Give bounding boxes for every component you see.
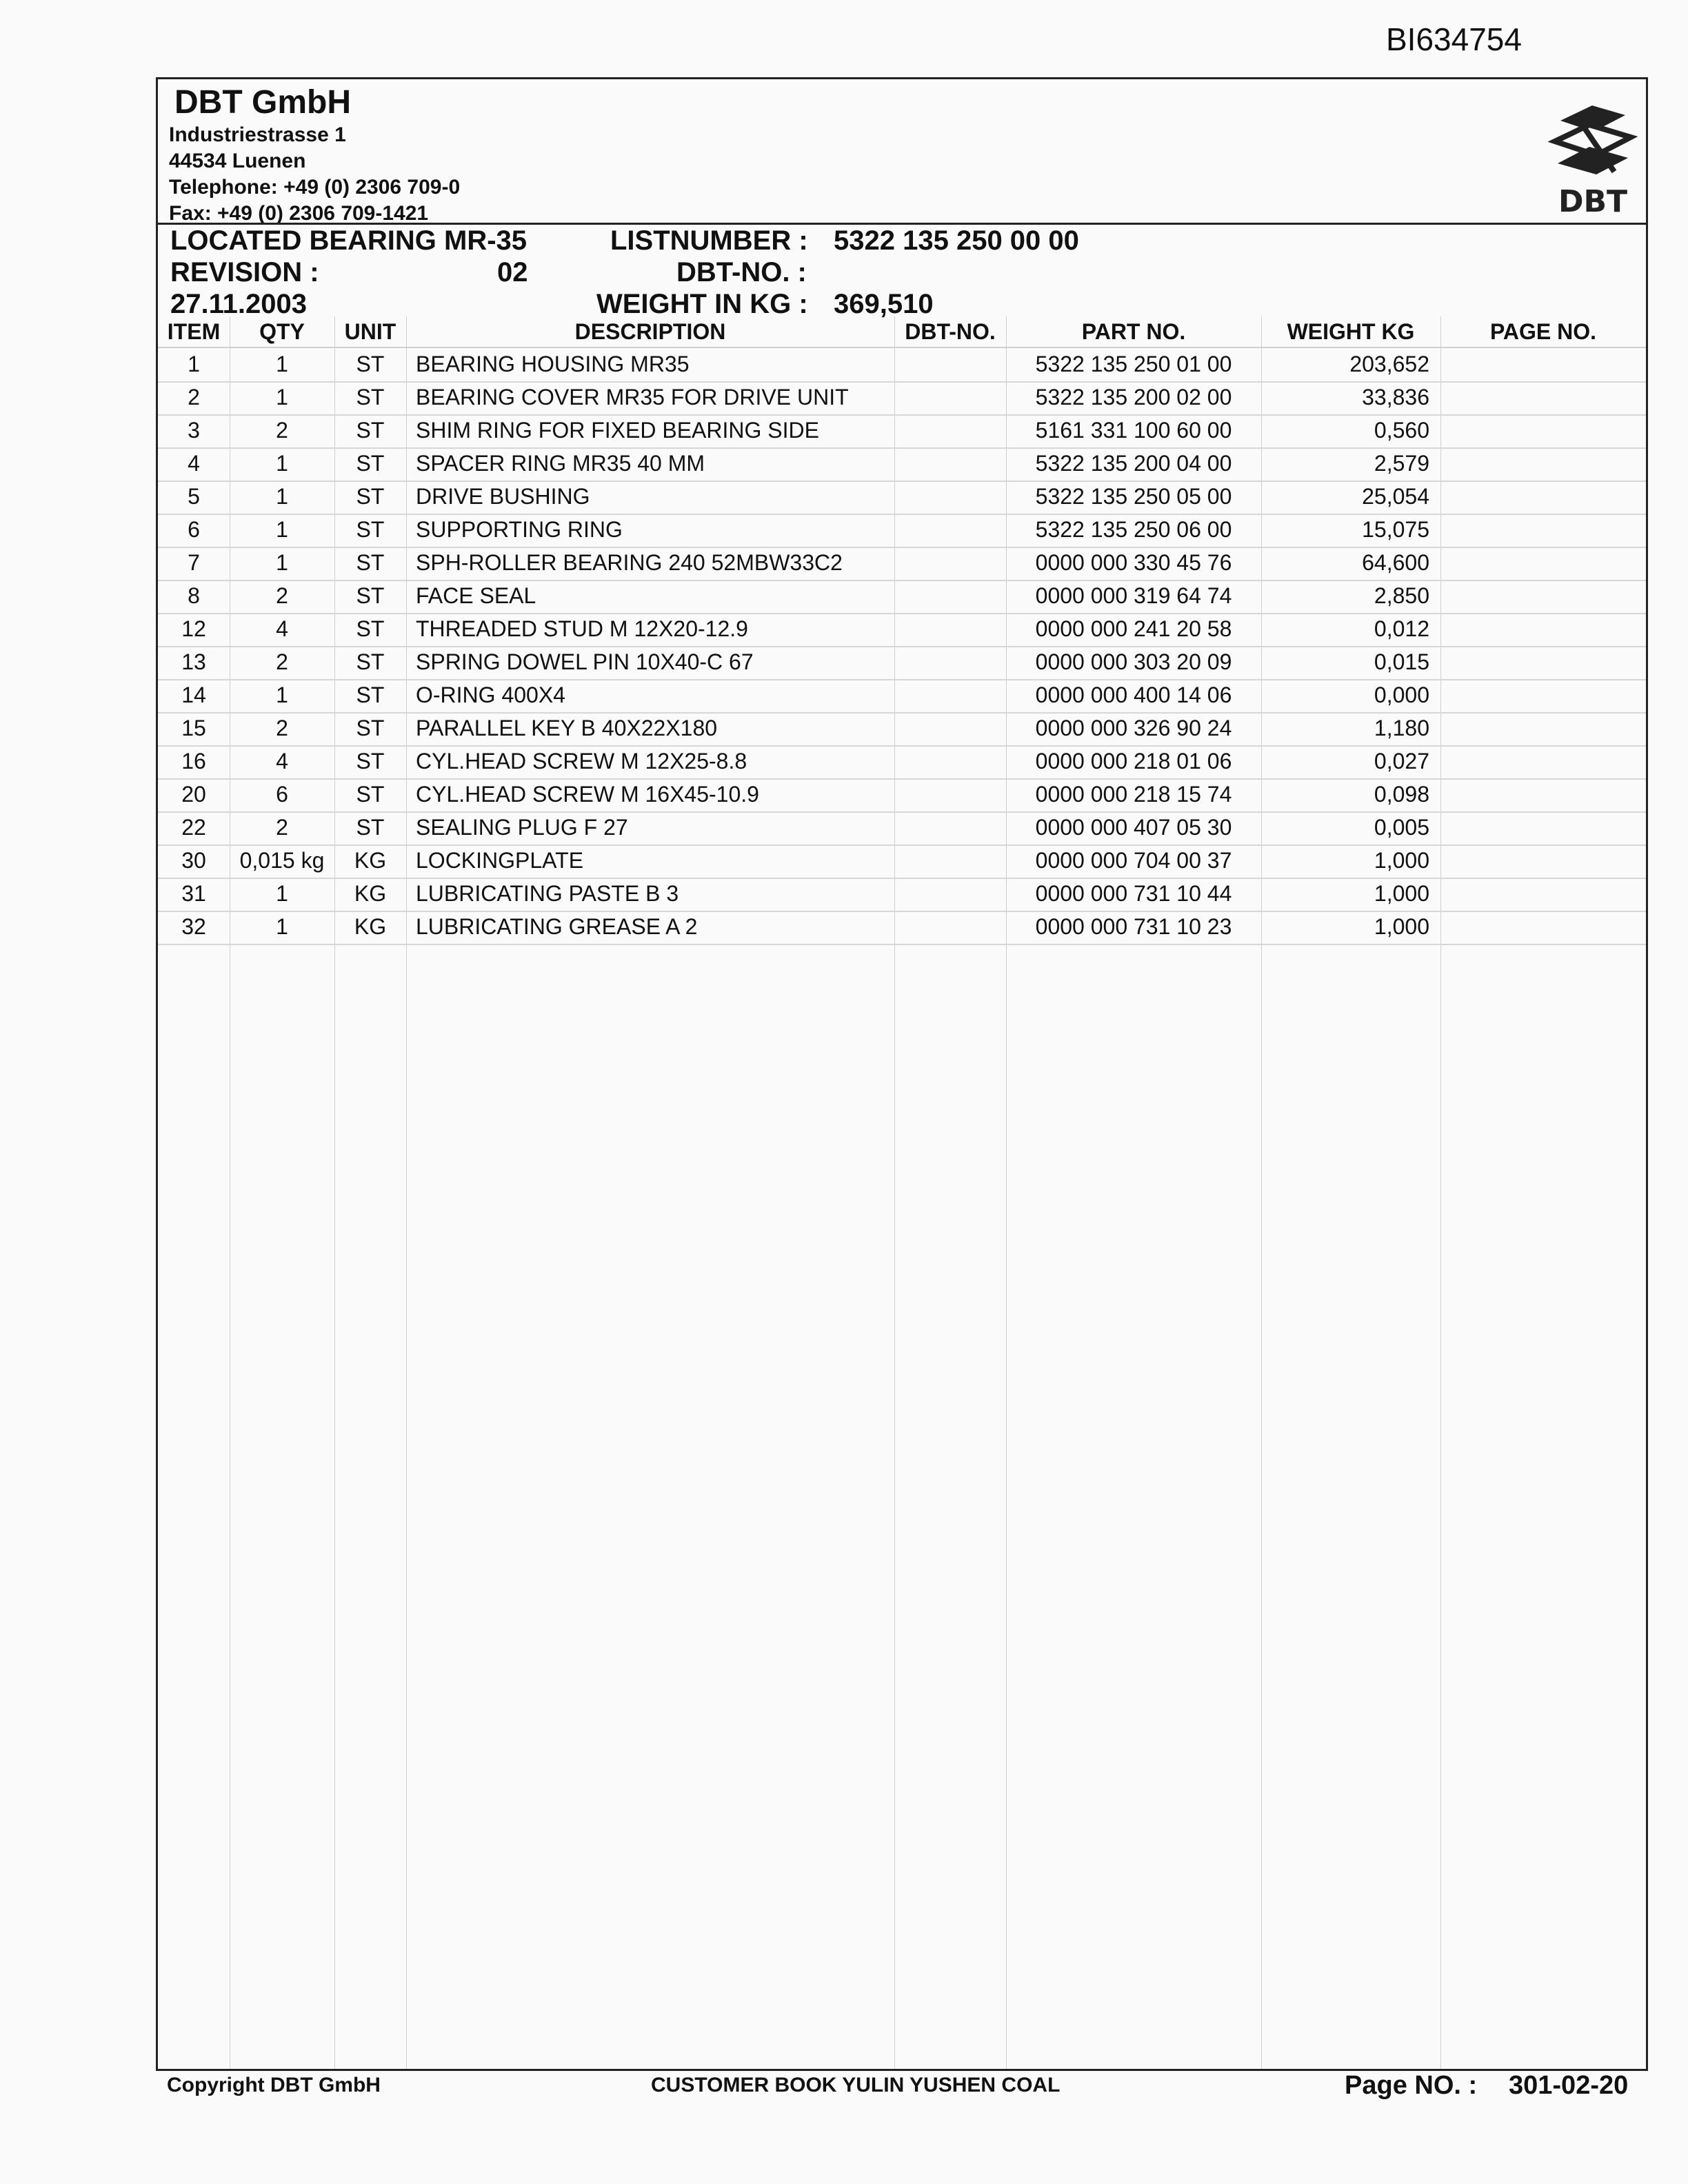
description-cell: SPACER RING MR35 40 MM [416,451,705,476]
qty-cell: 2 [276,716,288,740]
page-no-cell [1440,745,1646,777]
qty-cell: 1 [276,881,288,906]
weight-cell: 15,075 [1362,517,1429,542]
qty-cell: 1 [276,914,288,939]
listnumber-label: LISTNUMBER : [610,225,808,256]
description-cell: CYL.HEAD SCREW M 16X45-10.9 [416,782,759,807]
revision-label: REVISION : [170,257,319,287]
page-no-cell [1440,845,1646,876]
item-cell: 4 [188,451,200,476]
weight-cell: 1,180 [1374,716,1429,740]
part-no-cell: 5161 331 100 60 00 [1035,418,1232,443]
description-cell: SPH-ROLLER BEARING 240 52MBW33C2 [416,550,843,575]
weight-cell: 25,054 [1362,484,1429,509]
weight-cell: 0,005 [1374,815,1429,840]
description-cell: SUPPORTING RING [416,517,623,542]
weight-cell: 0,098 [1374,782,1429,807]
table-row [158,414,1646,449]
table-row [158,845,1646,879]
column-header-qty: QTY [259,319,305,344]
footer-customer: CUSTOMER BOOK YULIN YUSHEN COAL [651,2074,1061,2096]
column-header-part-no: PART NO. [1081,319,1186,344]
weight-cell: 1,000 [1374,848,1429,873]
description-cell: BEARING COVER MR35 FOR DRIVE UNIT [416,385,849,410]
description-cell: SEALING PLUG F 27 [416,815,628,840]
part-no-cell: 0000 000 407 05 30 [1035,815,1232,840]
part-no-cell: 0000 000 731 10 44 [1035,881,1232,906]
dbt-no-cell [894,481,1006,512]
part-no-cell: 5322 135 250 01 00 [1035,352,1232,376]
parts-list-sheet [156,77,1648,2071]
item-cell: 8 [188,583,200,608]
weight-cell: 1,000 [1374,914,1429,939]
part-no-cell: 0000 000 400 14 06 [1035,682,1232,707]
part-no-cell: 0000 000 330 45 76 [1035,550,1232,575]
part-no-cell: 0000 000 326 90 24 [1035,716,1232,740]
item-cell: 32 [181,914,206,939]
description-cell: LUBRICATING PASTE B 3 [416,881,679,906]
weight-cell: 0,000 [1374,682,1429,707]
weight-label: WEIGHT IN KG : [596,289,808,319]
dbt-no-cell [894,348,1006,380]
unit-cell: ST [356,782,385,807]
page-no-cell [1440,481,1646,512]
dbt-no-cell [894,745,1006,777]
part-no-cell: 5322 135 200 02 00 [1035,385,1232,410]
part-no-cell: 5322 135 200 04 00 [1035,451,1232,476]
table-row [158,679,1646,714]
description-cell: SPRING DOWEL PIN 10X40-C 67 [416,649,754,674]
dbt-no-label: DBT-NO. : [676,257,807,287]
page-no-cell [1440,381,1646,413]
unit-cell: KG [354,914,387,939]
page-no-cell [1440,547,1646,578]
column-header-page-no: PAGE NO. [1489,319,1597,344]
page-no-cell [1440,878,1646,909]
page-no-cell [1440,778,1646,810]
weight-total: 369,510 [834,289,934,319]
qty-cell: 1 [276,451,288,476]
qty-cell: 2 [276,649,288,674]
parts-table [158,316,1646,2069]
table-row [158,381,1646,416]
item-cell: 5 [188,484,200,509]
part-no-cell: 5322 135 250 06 00 [1035,517,1232,542]
table-row [158,712,1646,747]
table-row [158,613,1646,647]
table-row [158,878,1646,912]
table-row [158,447,1646,482]
weight-cell: 1,000 [1374,881,1429,906]
item-cell: 13 [181,649,206,674]
qty-cell: 0,015 kg [239,848,325,873]
dbt-logo-icon [1548,100,1638,217]
unit-cell: ST [356,352,385,376]
description-cell: PARALLEL KEY B 40X22X180 [416,716,718,740]
item-cell: 14 [181,682,206,707]
qty-cell: 2 [276,418,288,443]
unit-cell: ST [356,716,385,740]
company-telephone: Telephone: +49 (0) 2306 709-0 [169,176,461,199]
qty-cell: 2 [276,815,288,840]
qty-cell: 1 [276,682,288,707]
list-title: LOCATED BEARING MR-35 [170,225,528,256]
header-divider [158,223,1646,225]
description-cell: DRIVE BUSHING [416,484,590,509]
listnumber-value: 5322 135 250 00 00 [834,225,1079,256]
description-cell: O-RING 400X4 [416,682,565,707]
unit-cell: ST [356,385,385,410]
dbt-no-cell [894,911,1006,942]
weight-cell: 0,560 [1374,418,1429,443]
revision-value: 02 [497,257,528,287]
weight-cell: 2,579 [1374,451,1429,476]
table-row [158,778,1646,813]
list-date: 27.11.2003 [170,289,307,319]
dbt-no-cell [894,580,1006,611]
part-no-cell: 0000 000 303 20 09 [1035,649,1232,674]
unit-cell: ST [356,815,385,840]
footer-page-number: 301-02-20 [1509,2071,1629,2100]
dbt-no-cell [894,646,1006,678]
footer-page-label: Page NO. : [1345,2071,1478,2100]
dbt-no-cell [894,845,1006,876]
item-cell: 16 [181,749,206,774]
description-cell: LUBRICATING GREASE A 2 [416,914,698,939]
weight-cell: 33,836 [1362,385,1429,410]
column-header-weight: WEIGHT KG [1287,319,1415,344]
weight-cell: 203,652 [1349,352,1429,376]
part-no-cell: 0000 000 319 64 74 [1035,583,1232,608]
table-row [158,481,1646,515]
dbt-no-cell [894,778,1006,810]
company-name: DBT GmbH [174,84,351,121]
unit-cell: ST [356,682,385,707]
document-id: BI634754 [1386,21,1522,57]
part-no-cell: 0000 000 218 15 74 [1035,782,1232,807]
table-row [158,745,1646,780]
description-cell: BEARING HOUSING MR35 [416,352,690,376]
description-cell: LOCKINGPLATE [416,848,584,873]
weight-cell: 0,012 [1374,616,1429,641]
page-no-cell [1440,414,1646,446]
dbt-no-cell [894,547,1006,578]
table-row [158,911,1646,945]
table-row [158,580,1646,614]
description-cell: CYL.HEAD SCREW M 12X25-8.8 [416,749,747,774]
qty-cell: 1 [276,385,288,410]
dbt-no-cell [894,381,1006,413]
item-cell: 6 [188,517,200,542]
unit-cell: ST [356,749,385,774]
page-no-cell [1440,646,1646,678]
page-no-cell [1440,580,1646,611]
qty-cell: 1 [276,517,288,542]
dbt-no-cell [894,811,1006,843]
description-cell: FACE SEAL [416,583,536,608]
item-cell: 22 [181,815,206,840]
footer-copyright: Copyright DBT GmbH [167,2074,381,2096]
dbt-no-cell [894,712,1006,744]
page-no-cell [1440,514,1646,545]
dbt-no-cell [894,514,1006,545]
unit-cell: ST [356,484,385,509]
table-row [158,348,1646,383]
qty-cell: 4 [276,616,288,641]
qty-cell: 1 [276,484,288,509]
item-cell: 7 [188,550,200,575]
dbt-no-cell [894,447,1006,479]
item-cell: 12 [181,616,206,641]
company-street: Industriestrasse 1 [169,123,346,146]
unit-cell: ST [356,451,385,476]
unit-cell: ST [356,517,385,542]
unit-cell: ST [356,418,385,443]
column-header-dbt-no: DBT-NO. [905,319,996,344]
part-no-cell: 5322 135 250 05 00 [1035,484,1232,509]
qty-cell: 1 [276,550,288,575]
unit-cell: ST [356,583,385,608]
part-no-cell: 0000 000 241 20 58 [1035,616,1232,641]
part-no-cell: 0000 000 704 00 37 [1035,848,1232,873]
item-cell: 30 [181,848,206,873]
table-row [158,514,1646,548]
page-no-cell [1440,712,1646,744]
page-no-cell [1440,811,1646,843]
weight-cell: 0,027 [1374,749,1429,774]
page-no-cell [1440,613,1646,645]
page-no-cell [1440,679,1646,711]
company-block [169,83,461,227]
item-cell: 1 [188,352,200,376]
item-cell: 2 [188,385,200,410]
column-header-description: DESCRIPTION [574,319,726,344]
unit-cell: ST [356,616,385,641]
page-no-cell [1440,447,1646,479]
logo-text: DBT [1558,184,1628,217]
table-row [158,547,1646,581]
item-cell: 20 [181,782,206,807]
description-cell: THREADED STUD M 12X20-12.9 [416,616,748,641]
page-no-cell [1440,348,1646,380]
column-header-item: ITEM [167,319,221,344]
weight-cell: 2,850 [1374,583,1429,608]
unit-cell: KG [354,848,387,873]
company-city: 44534 Luenen [169,150,306,172]
table-row [158,646,1646,680]
unit-cell: KG [354,881,387,906]
unit-cell: ST [356,550,385,575]
qty-cell: 6 [276,782,288,807]
weight-cell: 64,600 [1362,550,1429,575]
weight-cell: 0,015 [1374,649,1429,674]
description-cell: SHIM RING FOR FIXED BEARING SIDE [416,418,819,443]
dbt-no-cell [894,878,1006,909]
item-cell: 3 [188,418,200,443]
item-cell: 15 [181,716,206,740]
company-fax: Fax: +49 (0) 2306 709-1421 [169,202,429,225]
unit-cell: ST [356,649,385,674]
table-row [158,811,1646,846]
part-no-cell: 0000 000 731 10 23 [1035,914,1232,939]
item-cell: 31 [181,881,206,906]
qty-cell: 4 [276,749,288,774]
qty-cell: 2 [276,583,288,608]
column-header-unit: UNIT [344,319,396,344]
page-no-cell [1440,911,1646,942]
part-no-cell: 0000 000 218 01 06 [1035,749,1232,774]
dbt-no-cell [894,613,1006,645]
dbt-no-cell [894,414,1006,446]
dbt-no-cell [894,679,1006,711]
qty-cell: 1 [276,352,288,376]
